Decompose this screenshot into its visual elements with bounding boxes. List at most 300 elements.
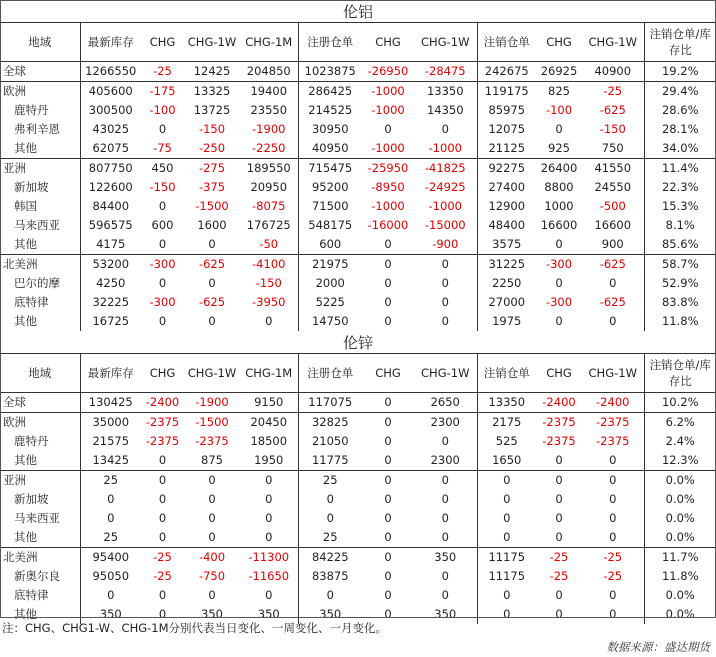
value-cell: 25 [80, 528, 141, 548]
value-cell: 450 [141, 159, 184, 179]
value-cell: 0.0% [644, 528, 716, 548]
value-cell: 20950 [250, 180, 288, 194]
zinc-section [0, 331, 716, 624]
value-cell: 300500 [80, 101, 141, 120]
value-cell: 0 [265, 314, 273, 328]
value-cell: -150 [599, 122, 626, 136]
value-cell: 32825 [298, 413, 362, 433]
value-cell: 0 [298, 586, 362, 605]
value-cell: 0 [609, 588, 617, 602]
header-row [0, 23, 716, 62]
value-cell: 0 [441, 314, 449, 328]
table-row [0, 178, 716, 197]
value-cell: -8950 [371, 180, 405, 194]
table-row [0, 413, 716, 433]
value-cell: 0 [362, 413, 414, 433]
value-cell: -1900 [195, 395, 229, 409]
value-cell: 0 [362, 548, 414, 568]
value-cell: -300 [536, 255, 582, 275]
region-cell: 欧洲 [0, 413, 80, 433]
value-cell: -2400 [542, 395, 576, 409]
column-header: CHG [141, 354, 184, 393]
value-cell: -25 [603, 569, 623, 583]
value-cell: 0 [158, 492, 167, 506]
table-row [0, 567, 716, 586]
region-cell: 巴尔的摩 [14, 276, 60, 290]
column-header: 地域 [0, 23, 80, 62]
value-cell: 21125 [477, 139, 536, 159]
value-cell: -625 [184, 255, 240, 275]
value-cell: 0 [158, 122, 167, 136]
region-cell: 新奥尔良 [14, 569, 60, 583]
table-row [0, 62, 716, 82]
value-cell: -250 [198, 141, 226, 155]
value-cell: 715475 [298, 159, 362, 179]
value-cell: -2400 [145, 395, 180, 409]
value-cell: 0 [158, 237, 167, 251]
table-row [0, 82, 716, 102]
region-cell: 新加坡 [14, 180, 49, 194]
value-cell: 350 [201, 607, 223, 621]
value-cell: 350 [414, 548, 477, 568]
value-cell: -15000 [424, 218, 466, 232]
value-cell: 600 [151, 218, 174, 232]
value-cell: 0 [384, 395, 392, 409]
value-cell: 0 [582, 471, 644, 491]
value-cell: 62075 [80, 139, 141, 159]
value-cell: 0 [414, 255, 477, 275]
column-header: 最新库存 [80, 23, 141, 62]
value-cell: 95050 [80, 567, 141, 586]
table-row [0, 235, 716, 255]
table-row [0, 159, 716, 179]
value-cell: 0 [384, 492, 392, 506]
value-cell: 0 [441, 434, 449, 448]
column-header: CHG-1W [582, 23, 644, 62]
value-cell: 5225 [298, 293, 362, 312]
value-cell: 13350 [414, 82, 477, 102]
value-cell: 13425 [80, 451, 141, 471]
value-cell: 1975 [477, 312, 536, 331]
value-cell: 85975 [477, 101, 536, 120]
value-cell: 16725 [80, 312, 141, 331]
value-cell: 0.0% [644, 509, 716, 528]
value-cell: 40900 [594, 64, 632, 78]
value-cell: 11.7% [644, 548, 716, 568]
value-cell: 13325 [184, 82, 240, 102]
value-cell: -2400 [596, 395, 630, 409]
value-cell: 28.6% [644, 101, 716, 120]
region-cell: 欧洲 [0, 82, 80, 102]
value-cell: -2250 [252, 141, 286, 155]
value-cell: 0 [384, 607, 392, 621]
value-cell: 18500 [250, 434, 288, 448]
table-row [0, 528, 716, 548]
value-cell: 242675 [477, 62, 536, 82]
column-header: 注册仓单 [298, 354, 362, 393]
value-cell: 0 [158, 453, 167, 467]
value-cell: 58.7% [644, 255, 716, 275]
value-cell: 0 [265, 492, 273, 506]
region-cell: 韩国 [14, 199, 37, 213]
value-cell: 0.0% [644, 586, 716, 605]
value-cell: -25 [536, 548, 582, 568]
region-cell: 马来西亚 [14, 511, 60, 525]
data-source: 数据来源：盛达期货 [606, 640, 710, 654]
value-cell: 0 [384, 569, 392, 583]
value-cell: -3950 [252, 295, 286, 309]
value-cell: -150 [198, 122, 226, 136]
value-cell: 0 [477, 490, 536, 509]
value-cell: -1900 [252, 122, 286, 136]
value-cell: -16000 [367, 218, 409, 232]
value-cell: -2375 [542, 434, 576, 448]
value-cell: 1600 [197, 218, 227, 232]
column-header: CHG-1W [184, 23, 240, 62]
column-header: 地域 [0, 354, 80, 393]
value-cell: 176725 [246, 218, 291, 232]
value-cell: 0 [555, 122, 563, 136]
value-cell: 0 [477, 471, 536, 491]
value-cell: 0 [555, 607, 563, 621]
table-row [0, 293, 716, 312]
value-cell: 0 [555, 588, 563, 602]
value-cell: 0 [441, 569, 449, 583]
table-row [0, 509, 716, 528]
value-cell: 16600 [540, 218, 578, 232]
value-cell: -28475 [424, 64, 466, 78]
value-cell: 0 [477, 605, 536, 624]
value-cell: 0 [208, 511, 216, 525]
value-cell: 24550 [594, 180, 632, 194]
value-cell: 122600 [80, 178, 141, 197]
value-cell: 525 [477, 432, 536, 451]
value-cell: 0 [414, 471, 477, 491]
region-cell: 底特律 [14, 295, 49, 309]
value-cell: 0 [536, 471, 582, 491]
value-cell: -100 [149, 103, 176, 117]
value-cell: 26400 [536, 159, 582, 179]
value-cell: 0 [362, 471, 414, 491]
value-cell: 0 [298, 490, 362, 509]
value-cell: -50 [259, 237, 279, 251]
column-header: 注销仓单 [477, 354, 536, 393]
value-cell: 0 [265, 511, 273, 525]
value-cell: -25 [153, 569, 172, 583]
value-cell: 95400 [80, 548, 141, 568]
column-header: CHG-1M [240, 23, 298, 62]
value-cell: -4100 [240, 255, 298, 275]
value-cell: 117075 [298, 393, 362, 413]
value-cell: -1000 [428, 141, 462, 155]
value-cell: 807750 [80, 159, 141, 179]
value-cell: 11.8% [644, 567, 716, 586]
value-cell: -175 [141, 82, 184, 102]
table-row [0, 255, 716, 275]
value-cell: 0 [158, 314, 167, 328]
value-cell: 0 [609, 530, 617, 544]
value-cell: 13350 [477, 393, 536, 413]
value-cell: -400 [184, 548, 240, 568]
value-cell: 0 [441, 122, 449, 136]
column-header: CHG [362, 354, 414, 393]
value-cell: 0 [208, 492, 216, 506]
value-cell: 14750 [298, 312, 362, 331]
value-cell: 0 [609, 453, 617, 467]
value-cell: 21975 [298, 255, 362, 275]
value-cell: 2250 [477, 274, 536, 293]
value-cell: 0 [609, 276, 617, 290]
value-cell: 0 [362, 255, 414, 275]
value-cell: -75 [153, 141, 172, 155]
value-cell: 19400 [240, 82, 298, 102]
region-cell: 其他 [14, 141, 37, 155]
value-cell: 12075 [477, 120, 536, 139]
value-cell: -1000 [371, 199, 405, 213]
column-header: 注销仓单 [477, 23, 536, 62]
table-row [0, 216, 716, 235]
value-cell: 2300 [414, 413, 477, 433]
value-cell: 0 [80, 586, 141, 605]
value-cell: -1500 [195, 199, 229, 213]
value-cell: 0 [555, 511, 563, 525]
value-cell: 0 [384, 588, 392, 602]
table-row [0, 197, 716, 216]
value-cell: 8.1% [644, 216, 716, 235]
value-cell: 189550 [240, 159, 298, 179]
value-cell: 95200 [298, 178, 362, 197]
value-cell: 0 [609, 314, 617, 328]
value-cell: 12.3% [644, 451, 716, 471]
value-cell: -500 [599, 199, 626, 213]
value-cell: 1023875 [298, 62, 362, 82]
value-cell: 1000 [544, 199, 574, 213]
column-header: CHG [362, 23, 414, 62]
value-cell: 53200 [80, 255, 141, 275]
value-cell: 0 [384, 295, 392, 309]
region-cell: 其他 [14, 453, 37, 467]
column-header: CHG-1W [414, 23, 477, 62]
value-cell: -1000 [371, 141, 405, 155]
table-row [0, 274, 716, 293]
value-cell: 0 [555, 237, 563, 251]
value-cell: 350 [80, 605, 141, 624]
value-cell: -25 [582, 548, 644, 568]
value-cell: 4175 [80, 235, 141, 255]
value-cell: 0 [141, 471, 184, 491]
value-cell: 2000 [298, 274, 362, 293]
value-cell: 40950 [298, 139, 362, 159]
value-cell: 9150 [254, 395, 284, 409]
value-cell: 750 [601, 141, 624, 155]
value-cell: -625 [599, 295, 626, 309]
value-cell: 25 [80, 471, 141, 491]
value-cell: 48400 [477, 216, 536, 235]
value-cell: 0 [158, 276, 167, 290]
region-cell: 弗利辛恩 [14, 122, 60, 136]
value-cell: 12425 [193, 64, 231, 78]
value-cell: 0 [208, 588, 216, 602]
column-header: 注销仓单/库存比 [644, 23, 716, 62]
value-cell: 3575 [477, 235, 536, 255]
value-cell: -375 [198, 180, 226, 194]
value-cell: -25 [582, 82, 644, 102]
value-cell: 83.8% [644, 293, 716, 312]
value-cell: 0 [80, 509, 141, 528]
region-cell: 其他 [14, 237, 37, 251]
column-header: 最新库存 [80, 354, 141, 393]
value-cell: 4250 [80, 274, 141, 293]
column-header: CHG [141, 23, 184, 62]
value-cell: 405600 [80, 82, 141, 102]
region-cell: 鹿特丹 [14, 103, 49, 117]
region-cell: 北美洲 [0, 255, 80, 275]
column-header: CHG-1W [414, 354, 477, 393]
value-cell: -2375 [145, 434, 180, 448]
value-cell: -25 [153, 64, 172, 78]
value-cell: -1500 [184, 413, 240, 433]
value-cell: 0 [609, 607, 617, 621]
value-cell: -275 [184, 159, 240, 179]
column-header: 注销仓单/库存比 [644, 354, 716, 393]
table-row [0, 139, 716, 159]
value-cell: 0 [441, 492, 449, 506]
value-cell: 2.4% [644, 432, 716, 451]
section-title-row [0, 0, 716, 23]
value-cell: 11.4% [644, 159, 716, 179]
region-cell: 全球 [3, 395, 26, 409]
value-cell: 0 [555, 453, 563, 467]
value-cell: 11175 [477, 548, 536, 568]
value-cell: -11650 [248, 569, 290, 583]
value-cell: 11775 [298, 451, 362, 471]
value-cell: 84400 [80, 197, 141, 216]
value-cell: -24925 [424, 180, 466, 194]
table-row [0, 490, 716, 509]
region-cell: 亚洲 [0, 471, 80, 491]
value-cell: -1000 [362, 82, 414, 102]
table-row [0, 393, 716, 413]
value-cell: -26950 [367, 64, 409, 78]
value-cell: 29.4% [644, 82, 716, 102]
value-cell: 1950 [254, 453, 284, 467]
value-cell: 0 [384, 276, 392, 290]
value-cell: 0.0% [644, 471, 716, 491]
value-cell: 10.2% [644, 393, 716, 413]
value-cell: 0 [555, 314, 563, 328]
value-cell: 16600 [594, 218, 632, 232]
value-cell: 32225 [80, 293, 141, 312]
value-cell: 84225 [298, 548, 362, 568]
region-cell: 底特律 [14, 588, 49, 602]
value-cell: 0 [265, 530, 273, 544]
header-row [0, 354, 716, 393]
column-header: CHG [536, 23, 582, 62]
value-cell: -11300 [240, 548, 298, 568]
value-cell: 25 [298, 471, 362, 491]
region-cell: 其他 [14, 530, 37, 544]
value-cell: 0 [384, 511, 392, 525]
value-cell: 83875 [298, 567, 362, 586]
value-cell: 0 [555, 276, 563, 290]
region-cell: 其他 [14, 607, 37, 621]
value-cell: 22.3% [644, 178, 716, 197]
value-cell: 26925 [540, 64, 578, 78]
value-cell: 825 [536, 82, 582, 102]
value-cell: 0 [158, 199, 167, 213]
value-cell: 0 [384, 237, 392, 251]
value-cell: 875 [201, 453, 223, 467]
value-cell: 0 [477, 509, 536, 528]
value-cell: 6.2% [644, 413, 716, 433]
value-cell: 0 [265, 588, 273, 602]
region-cell: 亚洲 [0, 159, 80, 179]
value-cell: -25 [549, 569, 569, 583]
value-cell: 11.8% [644, 312, 716, 331]
value-cell: 214525 [298, 101, 362, 120]
value-cell: 71500 [298, 197, 362, 216]
value-cell: 0 [477, 528, 536, 548]
value-cell: 2175 [477, 413, 536, 433]
section-title: 伦铝 [0, 0, 716, 23]
value-cell: 0.0% [644, 605, 716, 624]
value-cell: 0 [208, 530, 216, 544]
value-cell: 0 [441, 276, 449, 290]
value-cell: 0 [184, 471, 240, 491]
value-cell: 0 [80, 490, 141, 509]
value-cell: 11175 [477, 567, 536, 586]
value-cell: 350 [257, 607, 280, 621]
value-cell: 20450 [240, 413, 298, 433]
value-cell: 43025 [80, 120, 141, 139]
value-cell: 596575 [80, 216, 141, 235]
value-cell: -150 [149, 180, 176, 194]
value-cell: 21050 [298, 432, 362, 451]
value-cell: 35000 [80, 413, 141, 433]
value-cell: -625 [599, 103, 626, 117]
column-header: CHG-1M [240, 354, 298, 393]
value-cell: -1000 [371, 103, 405, 117]
column-header: 注册仓单 [298, 23, 362, 62]
value-cell: -300 [149, 295, 176, 309]
value-cell: -25950 [362, 159, 414, 179]
value-cell: 1266550 [80, 62, 141, 82]
value-cell: -41825 [414, 159, 477, 179]
value-cell: 0 [298, 509, 362, 528]
value-cell: 41550 [582, 159, 644, 179]
column-header: CHG-1W [184, 354, 240, 393]
value-cell: 27400 [477, 178, 536, 197]
value-cell: 0 [555, 492, 563, 506]
value-cell: 286425 [298, 82, 362, 102]
region-cell: 全球 [3, 64, 26, 78]
region-cell: 新加坡 [14, 492, 49, 506]
table-row [0, 548, 716, 568]
column-header: CHG-1W [582, 354, 644, 393]
value-cell: 2650 [430, 395, 460, 409]
value-cell: 31225 [477, 255, 536, 275]
value-cell: 0 [384, 314, 392, 328]
region-cell: 北美洲 [0, 548, 80, 568]
value-cell: 0 [441, 511, 449, 525]
value-cell: 21575 [80, 432, 141, 451]
value-cell: 0 [208, 237, 216, 251]
value-cell: 0 [384, 122, 392, 136]
value-cell: 12900 [477, 197, 536, 216]
value-cell: 204850 [246, 64, 291, 78]
value-cell: -1000 [428, 199, 462, 213]
value-cell: 0 [609, 511, 617, 525]
